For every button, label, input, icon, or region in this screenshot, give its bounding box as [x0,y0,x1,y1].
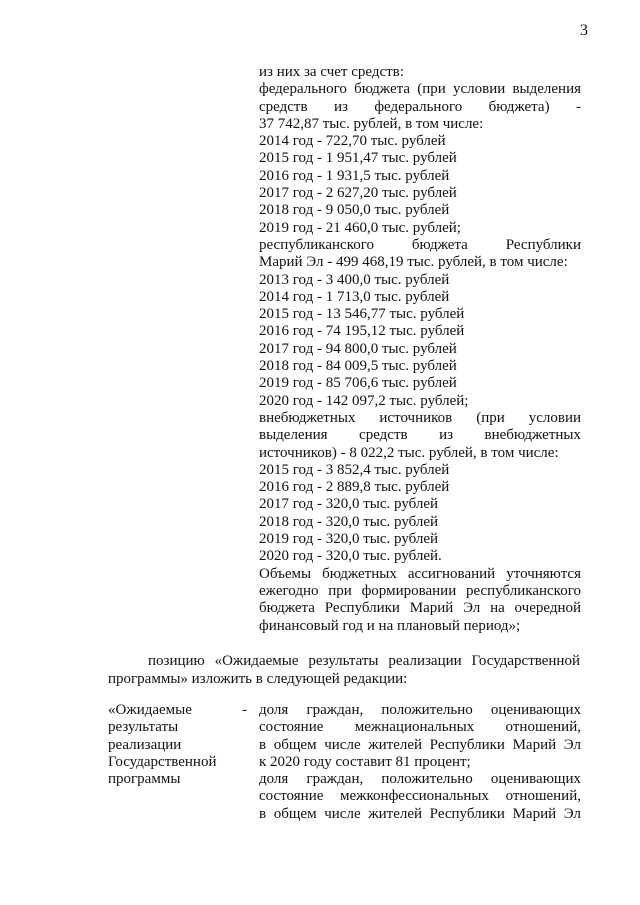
funding-line: Марий Эл - 499 468,19 тыс. рублей, в том числе: [259,254,568,271]
funding-line: финансовый год и на плановый период»; [259,617,521,634]
funding-line: 2017 год - 94 800,0 тыс. рублей [259,340,457,357]
results-label [108,702,238,788]
results-line: доля граждан, положительно оценивающих [259,702,581,718]
funding-line: 2018 год - 320,0 тыс. рублей [259,513,439,530]
funding-line: 2019 год - 21 460,0 тыс. рублей; [259,219,461,236]
funding-sources-text [259,64,581,635]
funding-line: 2019 год - 320,0 тыс. рублей [259,531,439,548]
funding-line: 2015 год - 3 852,4 тыс. рублей [259,461,450,478]
results-line: к 2020 году составит 81 процент; [259,753,471,770]
funding-line: 2016 год - 1 931,5 тыс. рублей [259,167,450,184]
funding-line: бюджета Республики Марий Эл на очередной [259,600,581,617]
funding-line: внебюджетных источников (при условии [259,409,581,426]
funding-line: источников) - 8 022,2 тыс. рублей, в том числе: [259,444,559,461]
intro-paragraph [108,652,580,688]
results-dash: - [242,702,247,718]
funding-line: ежегодно при формировании республиканского [259,582,581,599]
funding-line: 2013 год - 3 400,0 тыс. рублей [259,271,450,288]
results-line: состояние межнациональных отношений, [259,719,581,736]
funding-line: федерального бюджета (при условии выделения [259,81,581,98]
funding-line: республиканского бюджета Республики [259,236,581,253]
funding-line: 2017 год - 2 627,20 тыс. рублей [259,185,457,202]
funding-line: 2020 год - 320,0 тыс. рублей. [259,548,442,565]
results-line: состояние межконфессиональных отношений, [259,788,581,805]
intro-line-2: программы» изложить в следующей редакции: [108,671,408,687]
results-text [259,702,581,823]
funding-line: 37 742,87 тыс. рублей, в том числе: [259,115,484,132]
funding-line: средств из федерального бюджета) - [259,98,581,115]
page-number: 3 [580,22,588,39]
funding-line: выделения средств из внебюджетных [259,427,581,444]
results-line: в общем числе жителей Республики Марий Эл [259,805,581,822]
results-label-line: результаты [108,719,179,736]
results-line: в общем числе жителей Республики Марий Эл [259,736,581,753]
funding-line: 2015 год - 1 951,47 тыс. рублей [259,150,457,167]
funding-line: 2018 год - 9 050,0 тыс. рублей [259,202,450,219]
funding-line: 2014 год - 722,70 тыс. рублей [259,133,446,150]
funding-line: из них за счет средств: [259,64,404,80]
funding-line: 2016 год - 74 195,12 тыс. рублей [259,323,465,340]
results-line: доля граждан, положительно оценивающих [259,771,581,788]
funding-line: 2019 год - 85 706,6 тыс. рублей [259,375,457,392]
intro-line-1: позицию «Ожидаемые результаты реализации Государственной [148,653,580,669]
funding-line: 2017 год - 320,0 тыс. рублей [259,496,439,513]
funding-line: 2015 год - 13 546,77 тыс. рублей [259,306,465,323]
funding-line: 2014 год - 1 713,0 тыс. рублей [259,288,450,305]
funding-line: 2018 год - 84 009,5 тыс. рублей [259,358,457,375]
results-label-line: реализации [108,736,182,753]
results-label-line: «Ожидаемые [108,702,192,718]
funding-line: 2016 год - 2 889,8 тыс. рублей [259,479,450,496]
funding-line: Объемы бюджетных ассигнований уточняются [259,565,581,582]
results-label-line: Государственной [108,753,217,770]
funding-line: 2020 год - 142 097,2 тыс. рублей; [259,392,469,409]
results-label-line: программы [108,771,181,788]
